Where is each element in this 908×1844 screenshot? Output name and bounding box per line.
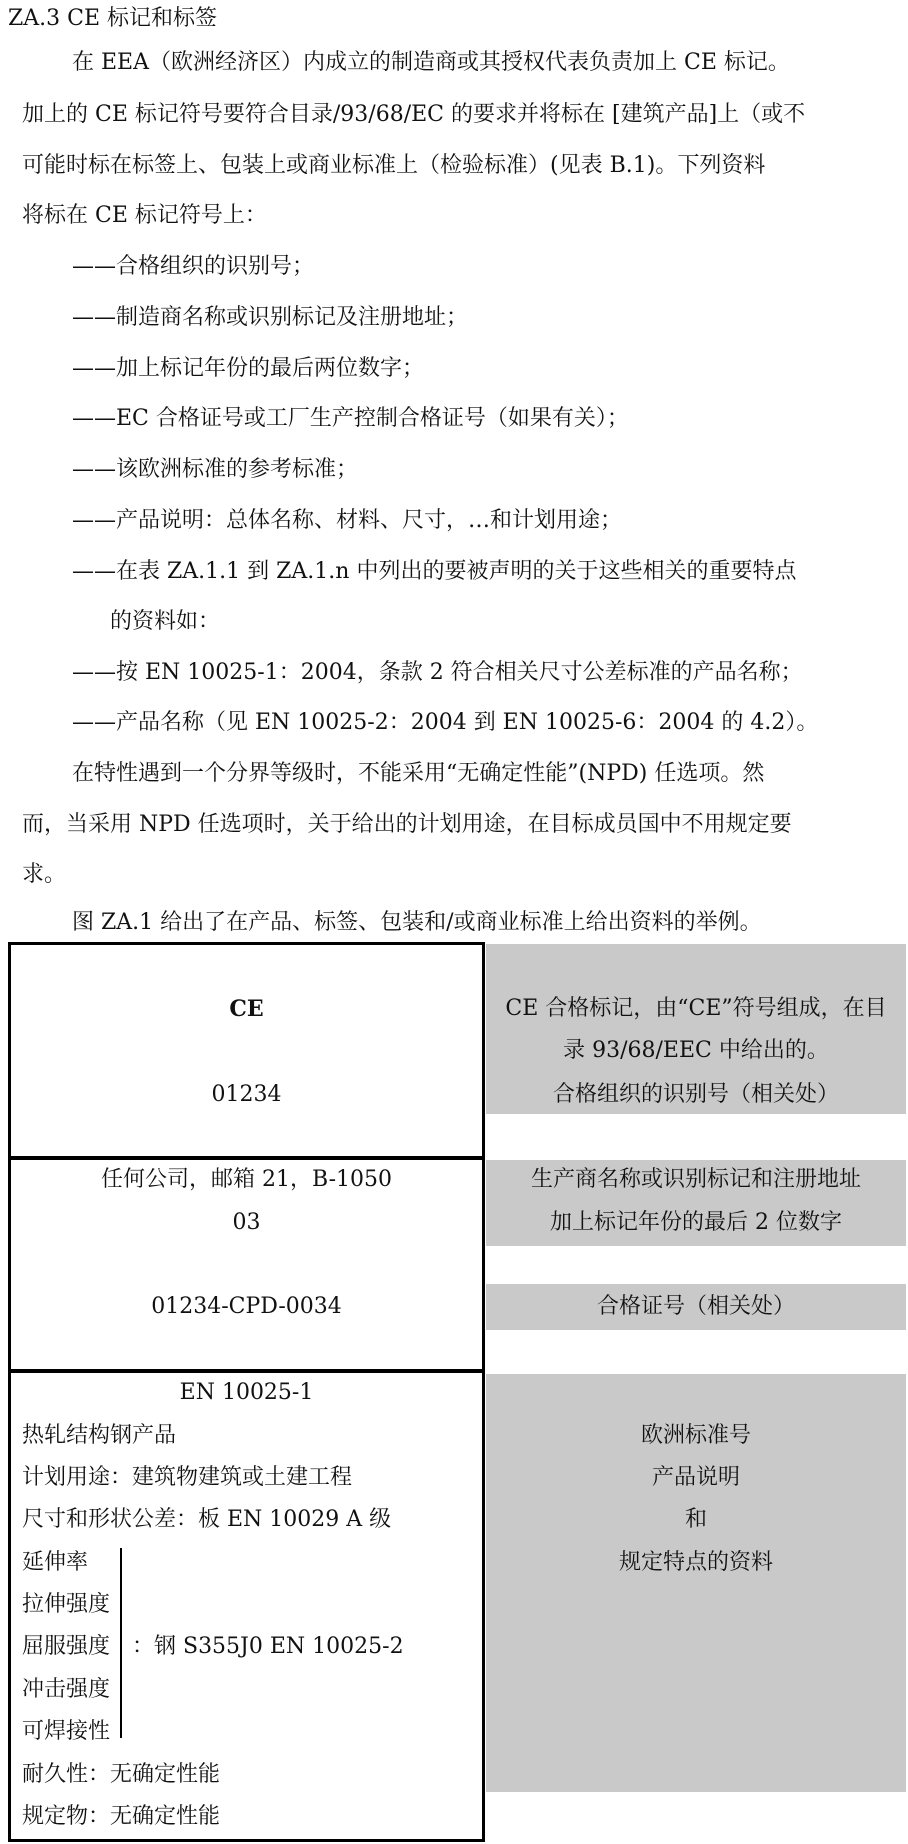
list-item: ——在表 ZA.1.1 到 ZA.1.n 中列出的要被声明的关于这些相关的重要特点 (72, 559, 797, 584)
note-text: 生产商名称或识别标记和注册地址 (530, 1167, 861, 1192)
note-text: 和 (684, 1507, 707, 1532)
list-item: ——合格组织的识别号； (72, 254, 315, 279)
paragraph-line: 而，当采用 NPD 任选项时，关于给出的计划用途，在目标成员国中不用规定要 (22, 812, 792, 837)
ce-mark: CE (229, 996, 264, 1022)
paragraph-line: 加上的 CE 标记符号要符合目录/93/68/EC 的要求并将标在 [建筑产品]上（或不 (22, 102, 806, 127)
note-text: 规定特点的资料 (618, 1550, 773, 1575)
note-text: 录 93/68/EEC 中给出的。 (563, 1038, 829, 1063)
section-heading: ZA.3 CE 标记和标签 (8, 6, 218, 31)
note-text: 欧洲标准号 (640, 1423, 751, 1448)
paragraph-line: 可能时标在标签上、包装上或商业标准上（检验标准）(见表 B.1)。下列资料 (22, 153, 766, 178)
intended-use: 计划用途：建筑物建筑或土建工程 (22, 1465, 353, 1490)
certificate-number: 01234-CPD-0034 (151, 1294, 342, 1319)
note-text: 合格组织的识别号（相关处） (552, 1082, 839, 1107)
list-item: ——该欧洲标准的参考标准； (72, 457, 359, 482)
list-item: ——EC 合格证号或工厂生产控制合格证号（如果有关）； (72, 406, 629, 431)
product-description: 热轧结构钢产品 (22, 1423, 177, 1448)
paragraph-line: 图 ZA.1 给出了在产品、标签、包装和/或商业标准上给出资料的举例。 (72, 910, 762, 935)
standard-number: EN 10025-1 (179, 1380, 314, 1405)
year-digits: 03 (232, 1210, 261, 1235)
property-label: 可焊接性 (22, 1719, 111, 1744)
ce-mark-box (8, 942, 485, 1159)
tolerance: 尺寸和形状公差：板 EN 10029 A 级 (22, 1507, 392, 1532)
manufacturer-address: 任何公司，邮箱 21，B-1050 (101, 1167, 392, 1192)
paragraph-line: 在 EEA（欧洲经济区）内成立的制造商或其授权代表负责加上 CE 标记。 (72, 50, 790, 75)
paragraph-line: 求。 (22, 862, 67, 887)
property-label: 延伸率 (22, 1550, 89, 1575)
property-label: 屈服强度 (22, 1634, 111, 1659)
identification-number: 01234 (211, 1082, 282, 1107)
note-text: 产品说明 (651, 1465, 740, 1490)
list-item: ——产品说明：总体名称、材料、尺寸，…和计划用途； (72, 508, 623, 533)
list-item: ——制造商名称或识别标记及注册地址； (72, 305, 469, 330)
list-item: ——按 EN 10025-1：2004，条款 2 符合相关尺寸公差标准的产品名称； (72, 660, 803, 685)
list-item: ——产品名称（见 EN 10025-2：2004 到 EN 10025-6：2004 的 4.2）。 (72, 710, 819, 735)
note-text: 合格证号（相关处） (596, 1294, 795, 1319)
regulated-substances: 规定物：无确定性能 (22, 1804, 221, 1829)
note-text: 加上标记年份的最后 2 位数字 (550, 1210, 842, 1235)
paragraph-line: 在特性遇到一个分界等级时，不能采用“无确定性能”(NPD) 任选项。然 (72, 761, 765, 786)
note-text: CE 合格标记，由“CE”符号组成，在目 (505, 996, 887, 1021)
bracket-line (120, 1548, 122, 1738)
steel-grade: ：钢 S355J0 EN 10025-2 (132, 1634, 404, 1659)
paragraph-line: 将标在 CE 标记符号上： (22, 203, 267, 228)
durability: 耐久性：无确定性能 (22, 1762, 221, 1787)
property-label: 拉伸强度 (22, 1592, 111, 1617)
list-item: ——加上标记年份的最后两位数字； (72, 356, 425, 381)
property-label: 冲击强度 (22, 1677, 111, 1702)
list-item: 的资料如： (110, 609, 221, 634)
